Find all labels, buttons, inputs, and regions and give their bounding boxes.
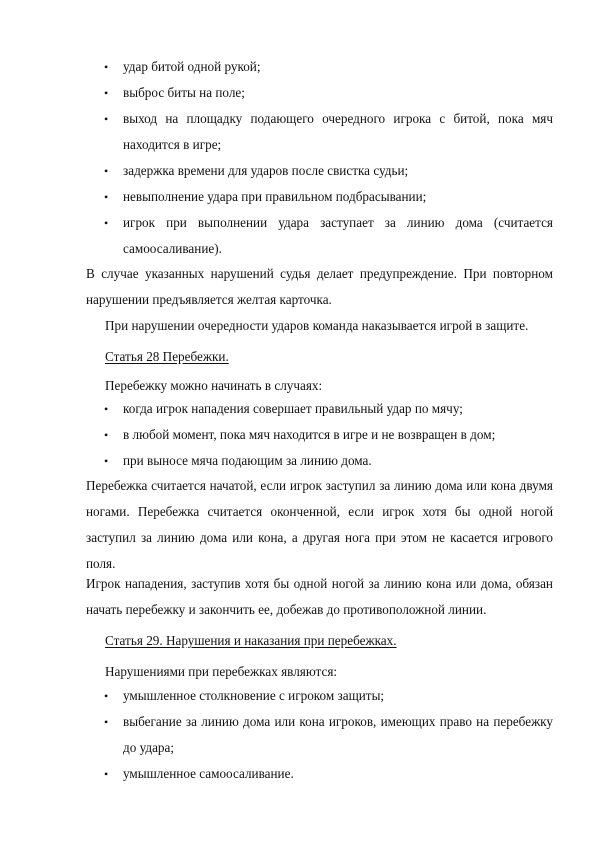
list-item	[104, 709, 553, 761]
bullet-icon: •	[104, 689, 109, 703]
bullet-icon: •	[104, 112, 109, 126]
article-29-heading: Статья 29. Нарушения и наказания при перебежках.	[105, 633, 397, 648]
list-item	[104, 210, 553, 262]
list-item-text: когда игрок нападения совершает правильный удар по мячу;	[123, 401, 463, 416]
list-item	[104, 106, 553, 158]
list-item	[104, 683, 553, 709]
list-item	[104, 80, 553, 106]
list-item-text: невыполнение удара при правильном подбрасывании;	[123, 189, 427, 204]
list-item-text: игрок при выполнении удара заступает за линию дома (считается самоосаливание).	[123, 215, 553, 256]
article-28-heading: Статья 28 Перебежки.	[105, 349, 229, 364]
article-28-paragraph-2: Игрок нападения, заступив хотя бы одной ногой за линию кона или дома, обязан начать перебежку и закончить ее, добежав до противоположной линии.	[86, 576, 553, 617]
list-item	[104, 761, 553, 787]
list-item	[104, 422, 553, 448]
list-item-text: умышленное самоосаливание.	[123, 766, 294, 781]
bullet-icon: •	[104, 454, 109, 468]
list-item-text: при выносе мяча подающим за линию дома.	[123, 453, 372, 468]
bullet-icon: •	[104, 216, 109, 230]
list-item-text: умышленное столкновение с игроком защиты;	[123, 688, 385, 703]
list-item	[104, 396, 553, 422]
bullet-icon: •	[104, 428, 109, 442]
article-28-paragraph-1: Перебежка считается начатой, если игрок заступил за линию дома или кона двумя ногами. Перебежка считается оконченной, если игрок хотя бы одной ногой заступил за линию дома или кона, а другая нога при этом не касается игрового поля.	[86, 478, 553, 571]
list-item-text: в любой момент, пока мяч находится в игре и не возвращен в дом;	[123, 427, 496, 442]
bullet-icon: •	[104, 60, 109, 74]
bullet-icon: •	[104, 402, 109, 416]
list-item	[104, 448, 553, 474]
list-item-text: выход на площадку подающего очередного игрока с битой, пока мяч находится в игре;	[123, 111, 553, 152]
warning-paragraph: В случае указанных нарушений судья делает предупреждение. При повторном нарушении предъявляется желтая карточка.	[86, 266, 553, 307]
order-paragraph: При нарушении очередности ударов команда наказывается игрой в защите.	[105, 318, 529, 333]
bullet-icon: •	[104, 86, 109, 100]
bullet-icon: •	[104, 767, 109, 781]
bullet-icon: •	[104, 190, 109, 204]
article-29-intro: Нарушениями при перебежках являются:	[105, 664, 338, 679]
article-28-intro: Перебежку можно начинать в случаях:	[105, 378, 323, 393]
list-item	[104, 158, 553, 184]
list-item-text: выбегание за линию дома или кона игроков, имеющих право на перебежку до удара;	[123, 714, 553, 755]
bullet-icon: •	[104, 715, 109, 729]
list-item-text: задержка времени для ударов после свистка судьи;	[123, 163, 409, 178]
list-item	[104, 184, 553, 210]
list-item-text: выброс биты на поле;	[123, 85, 245, 100]
bullet-icon: •	[104, 164, 109, 178]
list-item-text: удар битой одной рукой;	[123, 59, 261, 74]
list-item	[104, 54, 553, 80]
